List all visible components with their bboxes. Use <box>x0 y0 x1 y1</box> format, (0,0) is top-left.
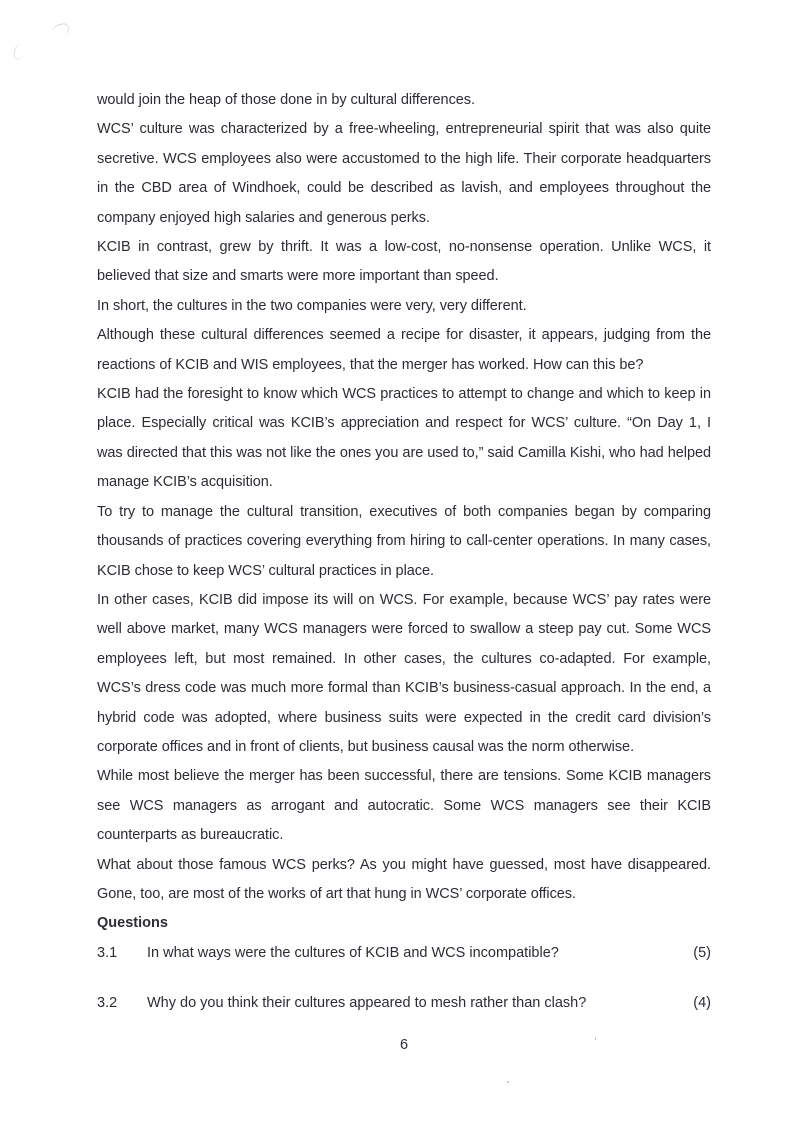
scan-smudge <box>51 22 70 38</box>
scan-smudge <box>12 43 24 61</box>
paragraph: WCS’ culture was characterized by a free-wheeling, entrepreneurial spirit that was also quite secretive. WCS employees also were accustomed to the high life. Their corporate headquarters in the CBD area of Windhoek, could be described as lavish, and employees throughout the company enjoyed high salaries and generous perks. <box>97 121 711 226</box>
question-row <box>97 989 711 1018</box>
paragraph: KCIB in contrast, grew by thrift. It was a low-cost, no-nonsense operation. Unlike WCS, it believed that size and smarts were more important than speed. <box>97 239 711 285</box>
paragraph: KCIB had the foresight to know which WCS practices to attempt to change and which to keep in place. Especially critical was KCIB’s appreciation and respect for WCS’ culture. “On Day 1, I was directed that this was not like the ones you are used to,” said Camilla Kishi, who had helped manage KCIB’s acquisition. <box>97 386 711 491</box>
scan-artifact <box>507 1081 509 1083</box>
paragraph: While most believe the merger has been successful, there are tensions. Some KCIB managers see WCS managers as arrogant and autocratic. Some WCS managers see their KCIB counterparts as bureaucratic. <box>97 768 711 844</box>
questions-heading: Questions <box>97 915 168 932</box>
paragraph: What about those famous WCS perks? As you might have guessed, most have disappeared. Gone, too, are most of the works of art that hung in WCS’ corporate offices. <box>97 856 711 902</box>
scan-artifact: ' <box>593 1035 597 1049</box>
questions-list <box>97 939 711 1019</box>
paragraph: In other cases, KCIB did impose its will on WCS. For example, because WCS’ pay rates were well above market, many WCS managers were forced to swallow a steep pay cut. Some WCS employees left, but most remained. In other cases, the cultures co-adapted. For example, WCS’s dress code was much more formal than KCIB’s business-casual approach. In the end, a hybrid code was adopted, where business suits were expected in the credit card division’s corporate offices and in front of clients, but business causal was the norm otherwise. <box>97 591 711 755</box>
question-number: 3.1 <box>97 944 118 961</box>
question-text: Why do you think their cultures appeared to mesh rather than clash? <box>147 995 587 1012</box>
question-marks: (4) <box>693 995 711 1012</box>
paragraph: Although these cultural differences seemed a recipe for disaster, it appears, judging from the reactions of KCIB and WIS employees, that the merger has worked. How can this be? <box>97 327 711 373</box>
question-text: In what ways were the cultures of KCIB and WCS incompatible? <box>147 944 559 961</box>
document-body <box>97 86 711 1019</box>
body-paragraphs <box>97 86 711 909</box>
question-number: 3.2 <box>97 995 118 1012</box>
page-number: 6 <box>399 1037 409 1053</box>
question-marks: (5) <box>693 944 711 961</box>
question-row <box>97 939 711 968</box>
paragraph: To try to manage the cultural transition, executives of both companies began by comparing thousands of practices covering everything from hiring to call-center operations. In many cases, KCIB chose to keep WCS’ cultural practices in place. <box>97 503 711 579</box>
paragraph: In short, the cultures in the two companies were very, very different. <box>97 297 527 314</box>
paragraph: would join the heap of those done in by cultural differences. <box>97 92 475 108</box>
